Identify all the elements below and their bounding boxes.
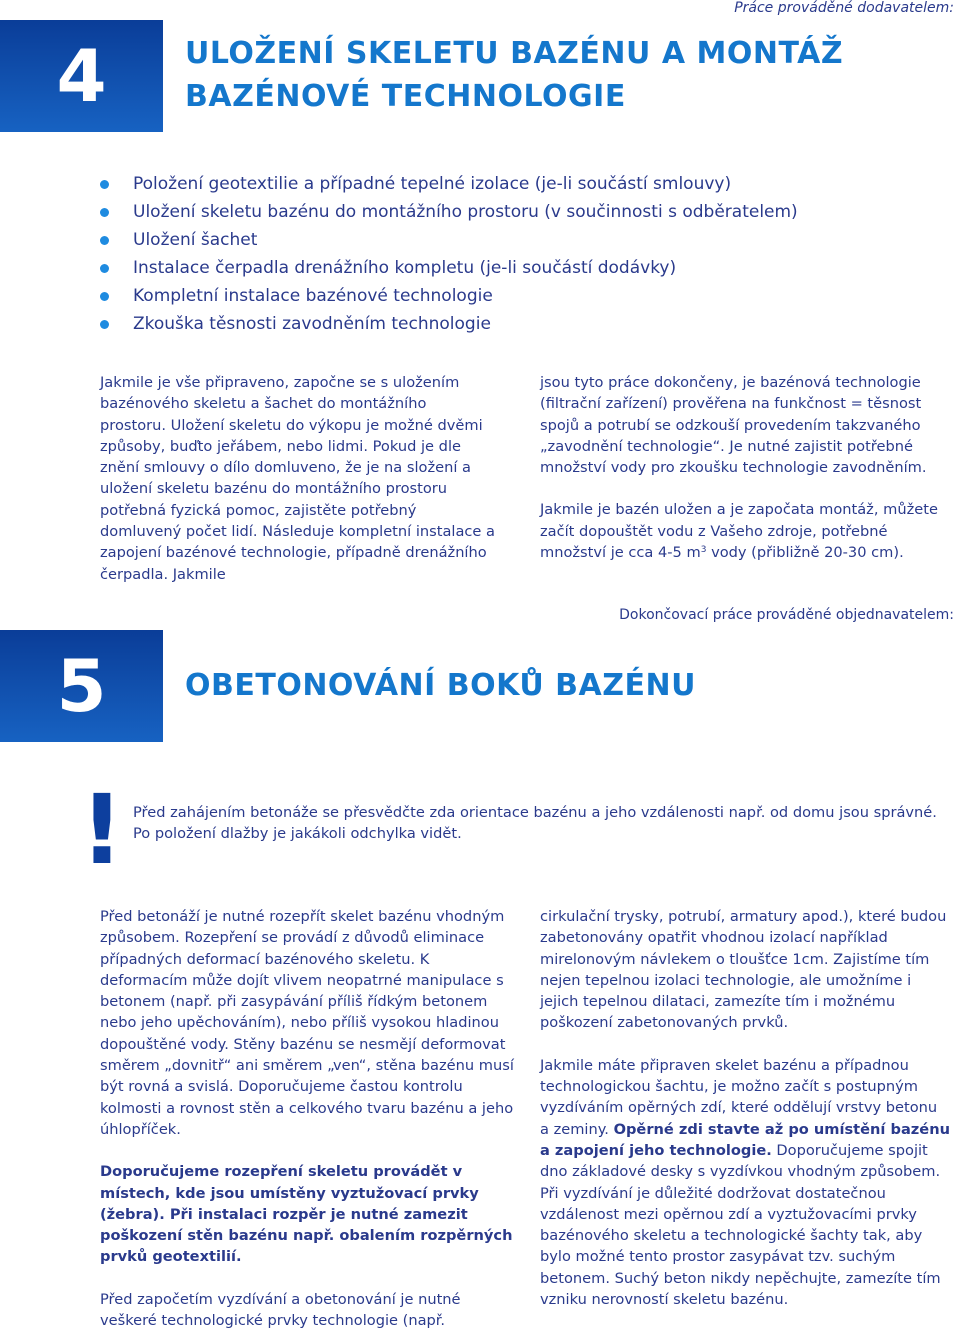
bullet-dot-icon xyxy=(100,320,109,329)
section-5-left-paragraph-1: Před betonáží je nutné rozepřít skelet bazénu vhodným způsobem. Rozepření se provádí z důvodů eliminace případných deformací bazénového skeletu. K deformacím může dojít vlivem neopatrné manipulace s betonem (např. při zasypávání příliš řídkým betonem nebo jeho upěchováním), nebo příliš vysokou hladinou dopouštěné vody. Stěny bazénu se nesmějí deformovat směrem „dovnitř“ ani směrem „ven“, stěna bazénu musí být rovná a svislá. Doporučujeme častou kontrolu kolmosti a rovnost stěn a celkového tvaru bazénu a jeho úhlopříček. xyxy=(100,908,514,1138)
list-item: Zkouška těsnosti zavodněním technologie xyxy=(100,310,798,338)
bullet-dot-icon xyxy=(100,208,109,217)
section-5-right-column xyxy=(540,906,950,1310)
bullet-dot-icon xyxy=(100,264,109,273)
bullet-dot-icon xyxy=(100,180,109,189)
list-item: Kompletní instalace bazénové technologie xyxy=(100,282,798,310)
customer-note: Dokončovací práce prováděné objednavatelem: xyxy=(619,607,954,623)
section-5-right-paragraph-2: Jakmile máte připraven skelet bazénu a případnou technologickou šachtu, je možno začít s postupným vyzdíváním opěrných zdí, které oddělují vrstvy betonu a zeminy. Opěrné zdi stavte až po umístění bazénu a zapojení jeho technologie. Doporučujeme spojit dno základové desky s vyzdívkou vhodným způsobem. Při vyzdívání je důležité dodržovat dostatečnou vzdálenost mezi opěrnou zdí a vyztužovacími prvky bazénového skeletu a technologické šachty tak, aby bylo možné tento prostor zasypávat tzv. suchým betonem. Suchý beton nikdy nepěchujte, zamezíte tím vzniku nerovností skeletu bazénu. xyxy=(540,1056,950,1309)
section-4-left-paragraph: Jakmile je vše připraveno, započne se s uložením bazénového skeletu a šachet do montážního prostoru. Uložení skeletu do výkopu je možné dvěmi způsoby, buďto jeřábem, nebo lidmi. Pokud je dle znění smlouvy o dílo domluveno, že je na složení a uložení skeletu bazénu do montážního prostoru potřebná fyzická pomoc, zajistěte potřebný domluvený počet lidí. Následuje kompletní instalace a zapojení bazénové technologie, případně drenážního čerpadla. Jakmile xyxy=(100,374,495,583)
supplier-note: Práce prováděné dodavatelem: xyxy=(734,0,954,16)
section-5-title: OBETONOVÁNÍ BOKŮ BAZÉNU xyxy=(185,668,696,703)
warning-note xyxy=(133,802,953,844)
list-item: Uložení šachet xyxy=(100,226,798,254)
section-5-number: 5 xyxy=(0,630,163,742)
bullet-dot-icon xyxy=(100,292,109,301)
warning-line-2: Po položení dlažby je jakákoli odchylka vidět. xyxy=(133,825,462,842)
section-5-right-paragraph-1: cirkulační trysky, potrubí, armatury apod.), které budou zabetonovány opatřit vhodnou izolací například mirelonovým návlekem o tloušťce 1cm. Zajistíme tím nejen tepelnou izolaci technologie, ale umožníme i jejich tepelnou dilataci, zamezíte tím i možnému poškození zabetonovaných prvků. xyxy=(540,908,947,1032)
list-item: Uložení skeletu bazénu do montážního prostoru (v součinnosti s odběratelem) xyxy=(100,198,798,226)
bullet-dot-icon xyxy=(100,236,109,245)
warning-line-1: Před zahájením betonáže se přesvědčte zda orientace bazénu a jeho vzdálenosti např. od domu jsou správné. xyxy=(133,804,937,821)
section-5-left-column xyxy=(100,906,520,1331)
section-5-left-paragraph-3: Před započetím vyzdívání a obetonování je nutné veškeré technologické prvky technologie (např. xyxy=(100,1290,461,1330)
warning-exclamation-icon: ! xyxy=(80,774,124,886)
section-4-bullet-list xyxy=(100,170,798,338)
list-item: Položení geotextilie a případné tepelné izolace (je-li součástí smlouvy) xyxy=(100,170,798,198)
section-4-right-column xyxy=(540,372,945,563)
section-4-title-line1: ULOŽENÍ SKELETU BAZÉNU A MONTÁŽ xyxy=(185,36,844,71)
section-4-right-paragraph-2: Jakmile je bazén uložen a je započata montáž, můžete začít dopouštět vodu z Vašeho zdroje, potřebné množství je cca 4-5 $m^3$ vody (přibližně 20-30 cm). xyxy=(540,501,938,562)
section-5-left-paragraph-2: Doporučujeme rozepření skeletu provádět v místech, kde jsou umístěny vyztužovací prvky (žebra). Při instalaci rozpěr je nutné zamezit poškození stěn bazénu např. obalením rozpěrných prvků geotextilií. xyxy=(100,1163,513,1266)
list-item: Instalace čerpadla drenážního kompletu (je-li součástí dodávky) xyxy=(100,254,798,282)
section-4-right-paragraph-1: jsou tyto práce dokončeny, je bazénová technologie (filtrační zařízení) prověřena na funkčnost = těsnost spojů a potrubí se odzkouší provedením takzvaného „zavodnění technologie“. Je nutné zajistit potřebné množství vody pro zkoušku technologie zavodněním. xyxy=(540,374,927,477)
section-4-left-column xyxy=(100,372,495,585)
section-4-number: 4 xyxy=(0,20,163,132)
section-4-title-line2: BAZÉNOVÉ TECHNOLOGIE xyxy=(185,79,626,114)
